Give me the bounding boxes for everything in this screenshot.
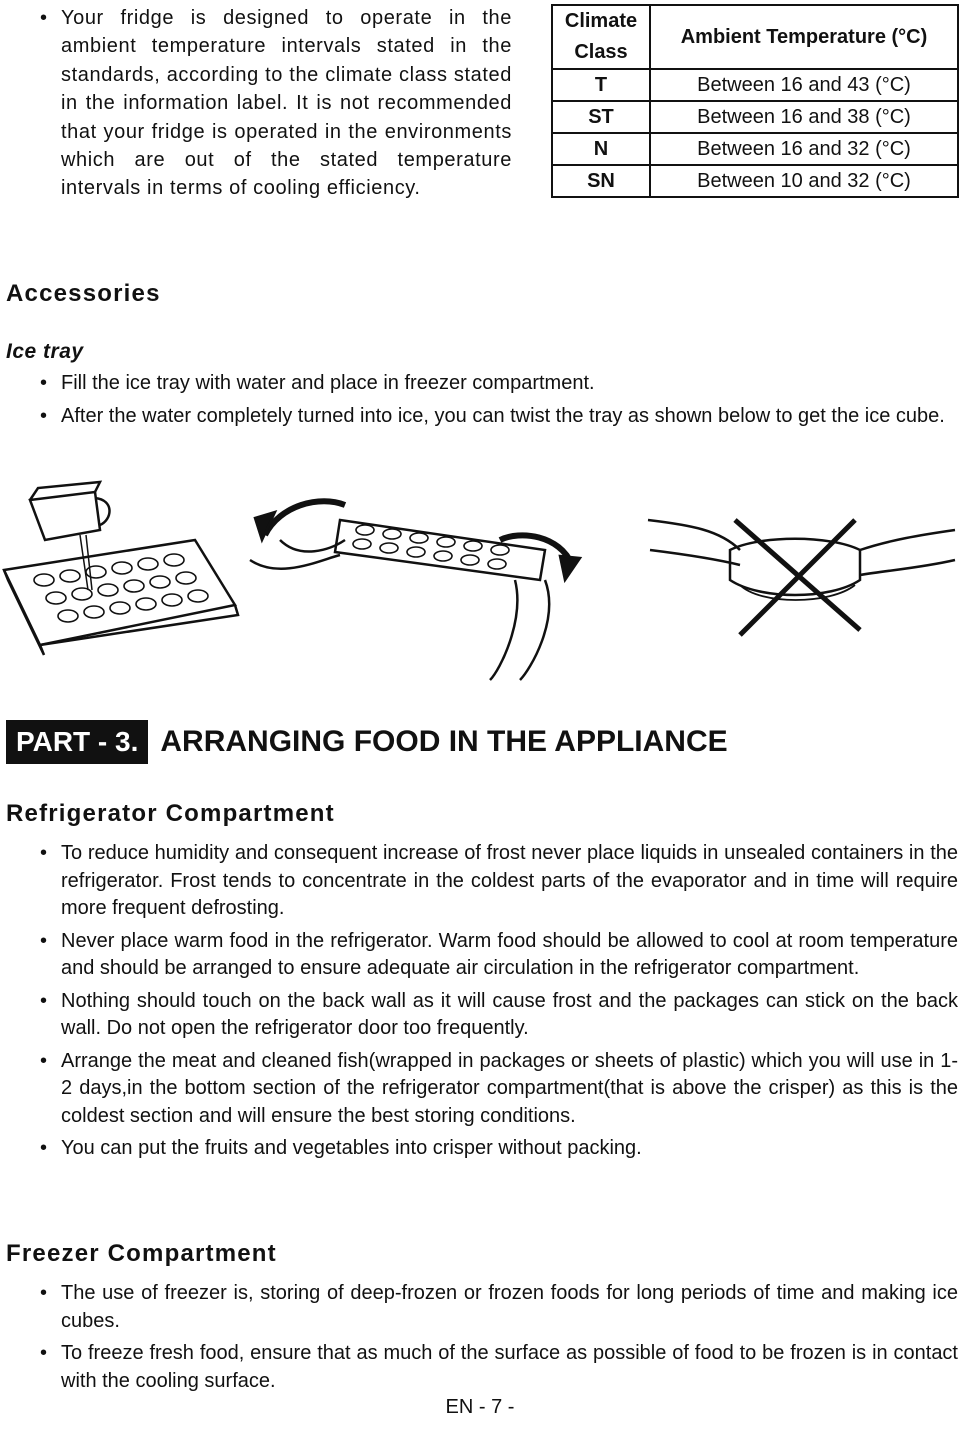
ice-tray-illustration <box>0 480 960 690</box>
table-row <box>552 165 958 197</box>
pouring-water-figure <box>4 482 238 655</box>
header-ambient-temperature: Ambient Temperature (°C) <box>650 5 958 69</box>
cell-temperature: Between 16 and 32 (°C) <box>650 133 958 165</box>
list-item: • Never place warm food in the refrigerator. Warm food should be allowed to cool at room temperature and should be arranged to ensure adequate air circulation in the refrigerator compartment. <box>40 928 958 983</box>
twisting-tray-figure <box>250 501 580 680</box>
table-row <box>552 101 958 133</box>
list-item: • To reduce humidity and consequent increase of frost never place liquids in unsealed containers in the refrigerator. Frost tends to concentrate in the coldest parts of the evaporator and in time will require more frequent defrosting. <box>40 840 958 923</box>
cell-class: SN <box>552 165 650 197</box>
list-item: • To freeze fresh food, ensure that as much of the surface as possible of food to be frozen is in contact with the cooling surface. <box>40 1340 958 1395</box>
accessories-heading: Accessories <box>6 280 161 307</box>
freezer-heading: Freezer Compartment <box>6 1240 277 1267</box>
cell-temperature: Between 16 and 38 (°C) <box>650 101 958 133</box>
ice-tray-bullets <box>40 370 958 430</box>
list-item: • Arrange the meat and cleaned fish(wrapped in packages or sheets of plastic) which you will use in 1-2 days,in the bottom section of the refrigerator compartment(that is above the crisper) as this is the coldest section and will ensure the best storing conditions. <box>40 1048 958 1131</box>
climate-class-table <box>551 4 959 198</box>
page-number: EN - 7 - <box>445 1396 515 1418</box>
refrigerator-bullets <box>40 840 958 1163</box>
list-item: • You can put the fruits and vegetables into crisper without packing. <box>40 1135 958 1163</box>
table-row <box>552 133 958 165</box>
ice-tray-subheading: Ice tray <box>6 340 84 363</box>
table-header-row <box>552 5 958 69</box>
header-climate-class: Climate Class <box>552 5 650 69</box>
cell-class: N <box>552 133 650 165</box>
part-title: ARRANGING FOOD IN THE APPLIANCE <box>160 725 728 758</box>
intro-text: Your fridge is designed to operate in the ambient temperature intervals stated in the standards, according to the climate class stated in the information label. It is not recommended that your fridge is operated in the environments which are out of the stated temperature intervals in terms of cooling efficiency. <box>61 7 512 200</box>
bullet-mark: • <box>40 7 48 29</box>
part-label: PART - 3. <box>6 720 148 764</box>
list-item: • Fill the ice tray with water and place in freezer compartment. <box>40 370 958 398</box>
part-3-banner <box>6 720 728 764</box>
crossed-out-figure <box>648 520 955 635</box>
cell-temperature: Between 10 and 32 (°C) <box>650 165 958 197</box>
list-item: • The use of freezer is, storing of deep-frozen or frozen foods for long periods of time and making ice cubes. <box>40 1280 958 1335</box>
cell-temperature: Between 16 and 43 (°C) <box>650 69 958 101</box>
list-item: • After the water completely turned into ice, you can twist the tray as shown below to get the ice cube. <box>40 403 958 431</box>
table-row <box>552 69 958 101</box>
intro-paragraph <box>40 4 512 203</box>
freezer-bullets <box>40 1280 958 1395</box>
cell-class: T <box>552 69 650 101</box>
cell-class: ST <box>552 101 650 133</box>
list-item: • Nothing should touch on the back wall as it will cause frost and the packages can stick on the back wall. Do not open the refrigerator door too frequently. <box>40 988 958 1043</box>
refrigerator-heading: Refrigerator Compartment <box>6 800 335 827</box>
